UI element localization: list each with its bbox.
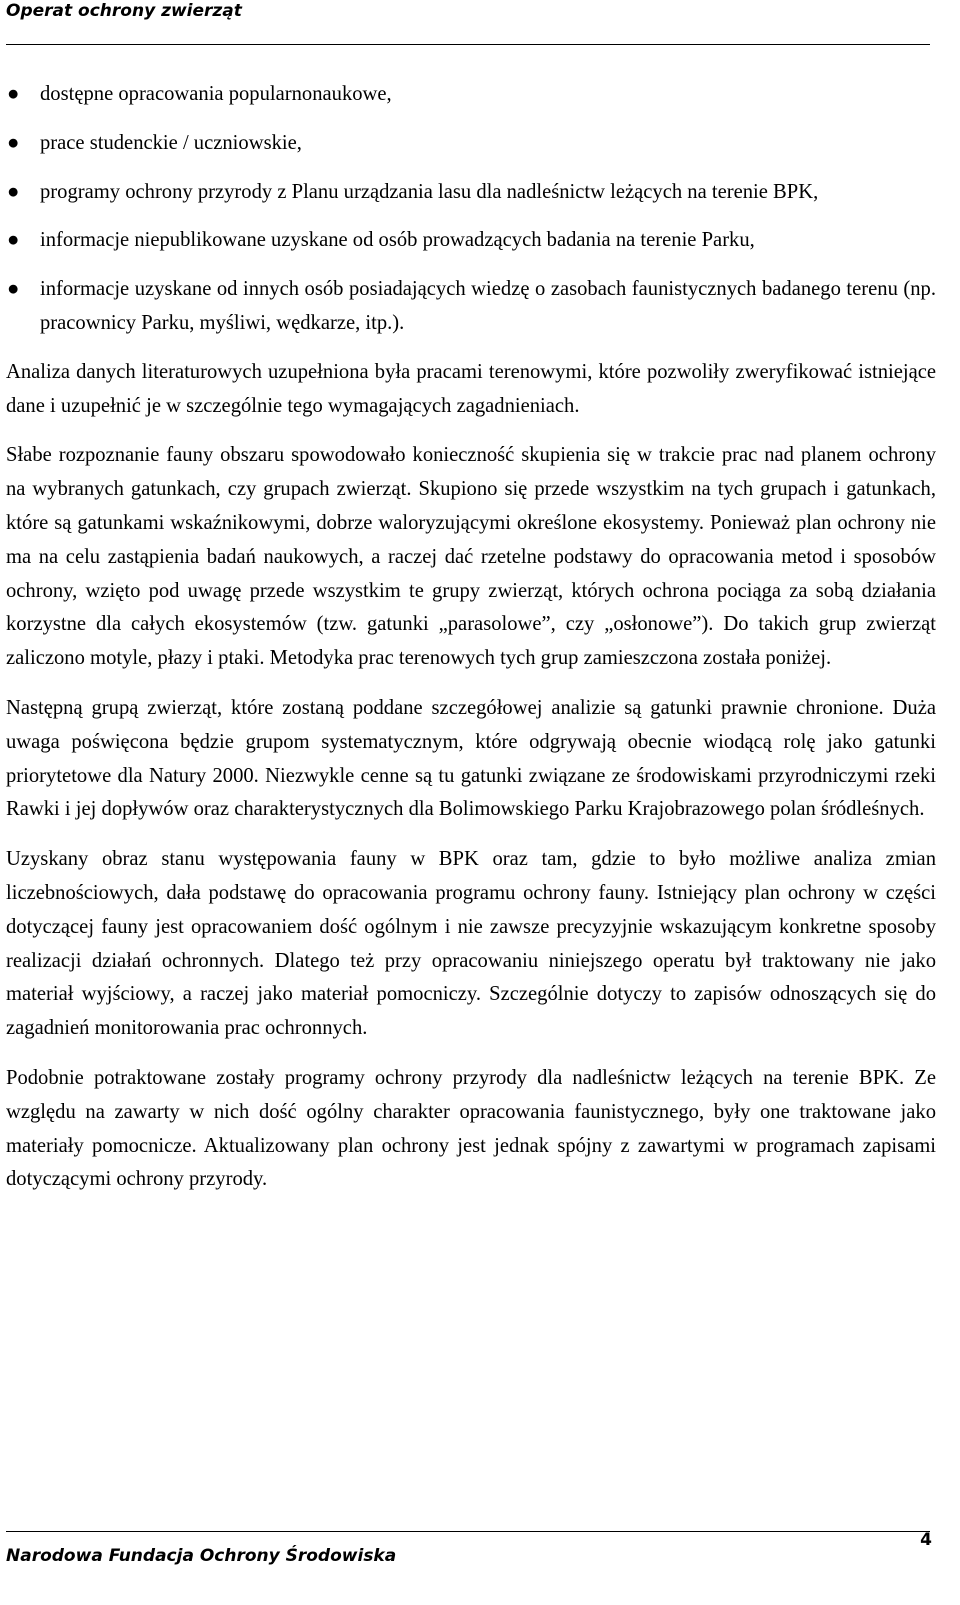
paragraph-forestry-programs: Podobnie potraktowane zostały programy ochrony przyrody dla nadleśnictw leżących na terenie BPK. Ze względu na zawarty w nich dość ogólny charakter opracowania faunistycznego, były one traktowane jako materiały pomocnicze. Aktualizowany plan ochrony jest jednak spójny z zawartymi w programach zapisami dotyczącymi ochrony przyrody. — [6, 1066, 936, 1191]
bullet-icon: ● — [7, 229, 20, 252]
bullet-icon: ● — [7, 83, 20, 105]
bullet-icon: ● — [7, 131, 20, 154]
footer-organization: Narodowa Fundacja Ochrony Środowiska — [6, 1546, 397, 1566]
list-item: ● prace studenckie / uczniowskie, — [6, 127, 936, 161]
paragraph-fauna-status: Uzyskany obraz stanu występowania fauny w BPK oraz tam, gdzie to było możliwe analiza zmian liczebnościowych, dała podstawę do opracowania programu ochrony fauny. Istniejący plan ochrony w części dotyczącej fauny jest opracowaniem dość ogólnym i nie zawsze precyzyjnie wskazującym konkretne sposoby realizacji działań ochronnych. Dlatego też przy opracowaniu niniejszego operatu był traktowany nie jako materiał wyjściowy, a raczej jako materiał pomocniczy. Szczególnie dotyczy to zapisów odnoszących się do zagadnień monitorowania prac ochronnych. — [6, 848, 936, 1040]
list-item: ● programy ochrony przyrody z Planu urządzania lasu dla nadleśnictw leżących na terenie BPK, — [6, 176, 936, 210]
bullet-icon: ● — [7, 278, 20, 301]
source-list — [6, 78, 936, 341]
paragraph-literature-analysis: Analiza danych literaturowych uzupełniona była pracami terenowymi, które pozwoliły zweryfikować istniejące dane i uzupełnić je w szczególnie tego wymagających zagadnieniach. — [6, 360, 936, 417]
running-header — [6, 0, 930, 45]
bullet-icon: ● — [7, 180, 20, 203]
page-number: 4 — [920, 1530, 932, 1550]
paragraph-fauna-recognition: Słabe rozpoznanie fauny obszaru spowodowało konieczność skupienia się w trakcie prac nad planem ochrony na wybranych gatunkach, czy grupach zwierząt. Skupiono się przede wszystkim na tych grupach i gatunkach, które są gatunkami wskaźnikowymi, dobrze waloryzującymi określone ekosystemy. Ponieważ plan ochrony nie ma na celu zastąpienia badań naukowych, a raczej dać rzetelne podstawy do opracowania metod i sposobów ochrony, wzięto pod uwagę przede wszystkim te grupy zwierząt, których ochrona pociąga za sobą działania korzystne dla całych ekosystemów (tzw. gatunki „parasolowe”, czy „osłonowe”). Do takich grup zwierząt zaliczono motyle, płazy i ptaki. Metodyka prac terenowych tych grup zamieszczona została poniżej. — [6, 444, 936, 670]
paragraph-protected-species: Następną grupą zwierząt, które zostaną poddane szczegółowej analizie są gatunki prawnie chronione. Duża uwaga poświęcona będzie grupom systematycznym, które odgrywają obecnie wiodącą rolę jako gatunki priorytetowe dla Natury 2000. Niezwykle cenne są tu gatunki związane ze środowiskami przyrodniczymi rzeki Rawki i jej dopływów oraz charakterystycznych dla Bolimowskiego Parku Krajobrazowego polan śródleśnych. — [6, 696, 936, 821]
running-footer — [6, 1531, 930, 1566]
list-item: ● dostępne opracowania popularnonaukowe, — [6, 78, 936, 112]
list-item: ● informacje uzyskane od innych osób posiadających wiedzę o zasobach faunistycznych badanego terenu (np. pracownicy Parku, myśliwi, wędkarze, itp.). — [6, 273, 936, 341]
list-item: ● informacje niepublikowane uzyskane od osób prowadzących badania na terenie Parku, — [6, 224, 936, 258]
document-title: Operat ochrony zwierząt — [6, 1, 242, 21]
page-content — [6, 78, 936, 1213]
